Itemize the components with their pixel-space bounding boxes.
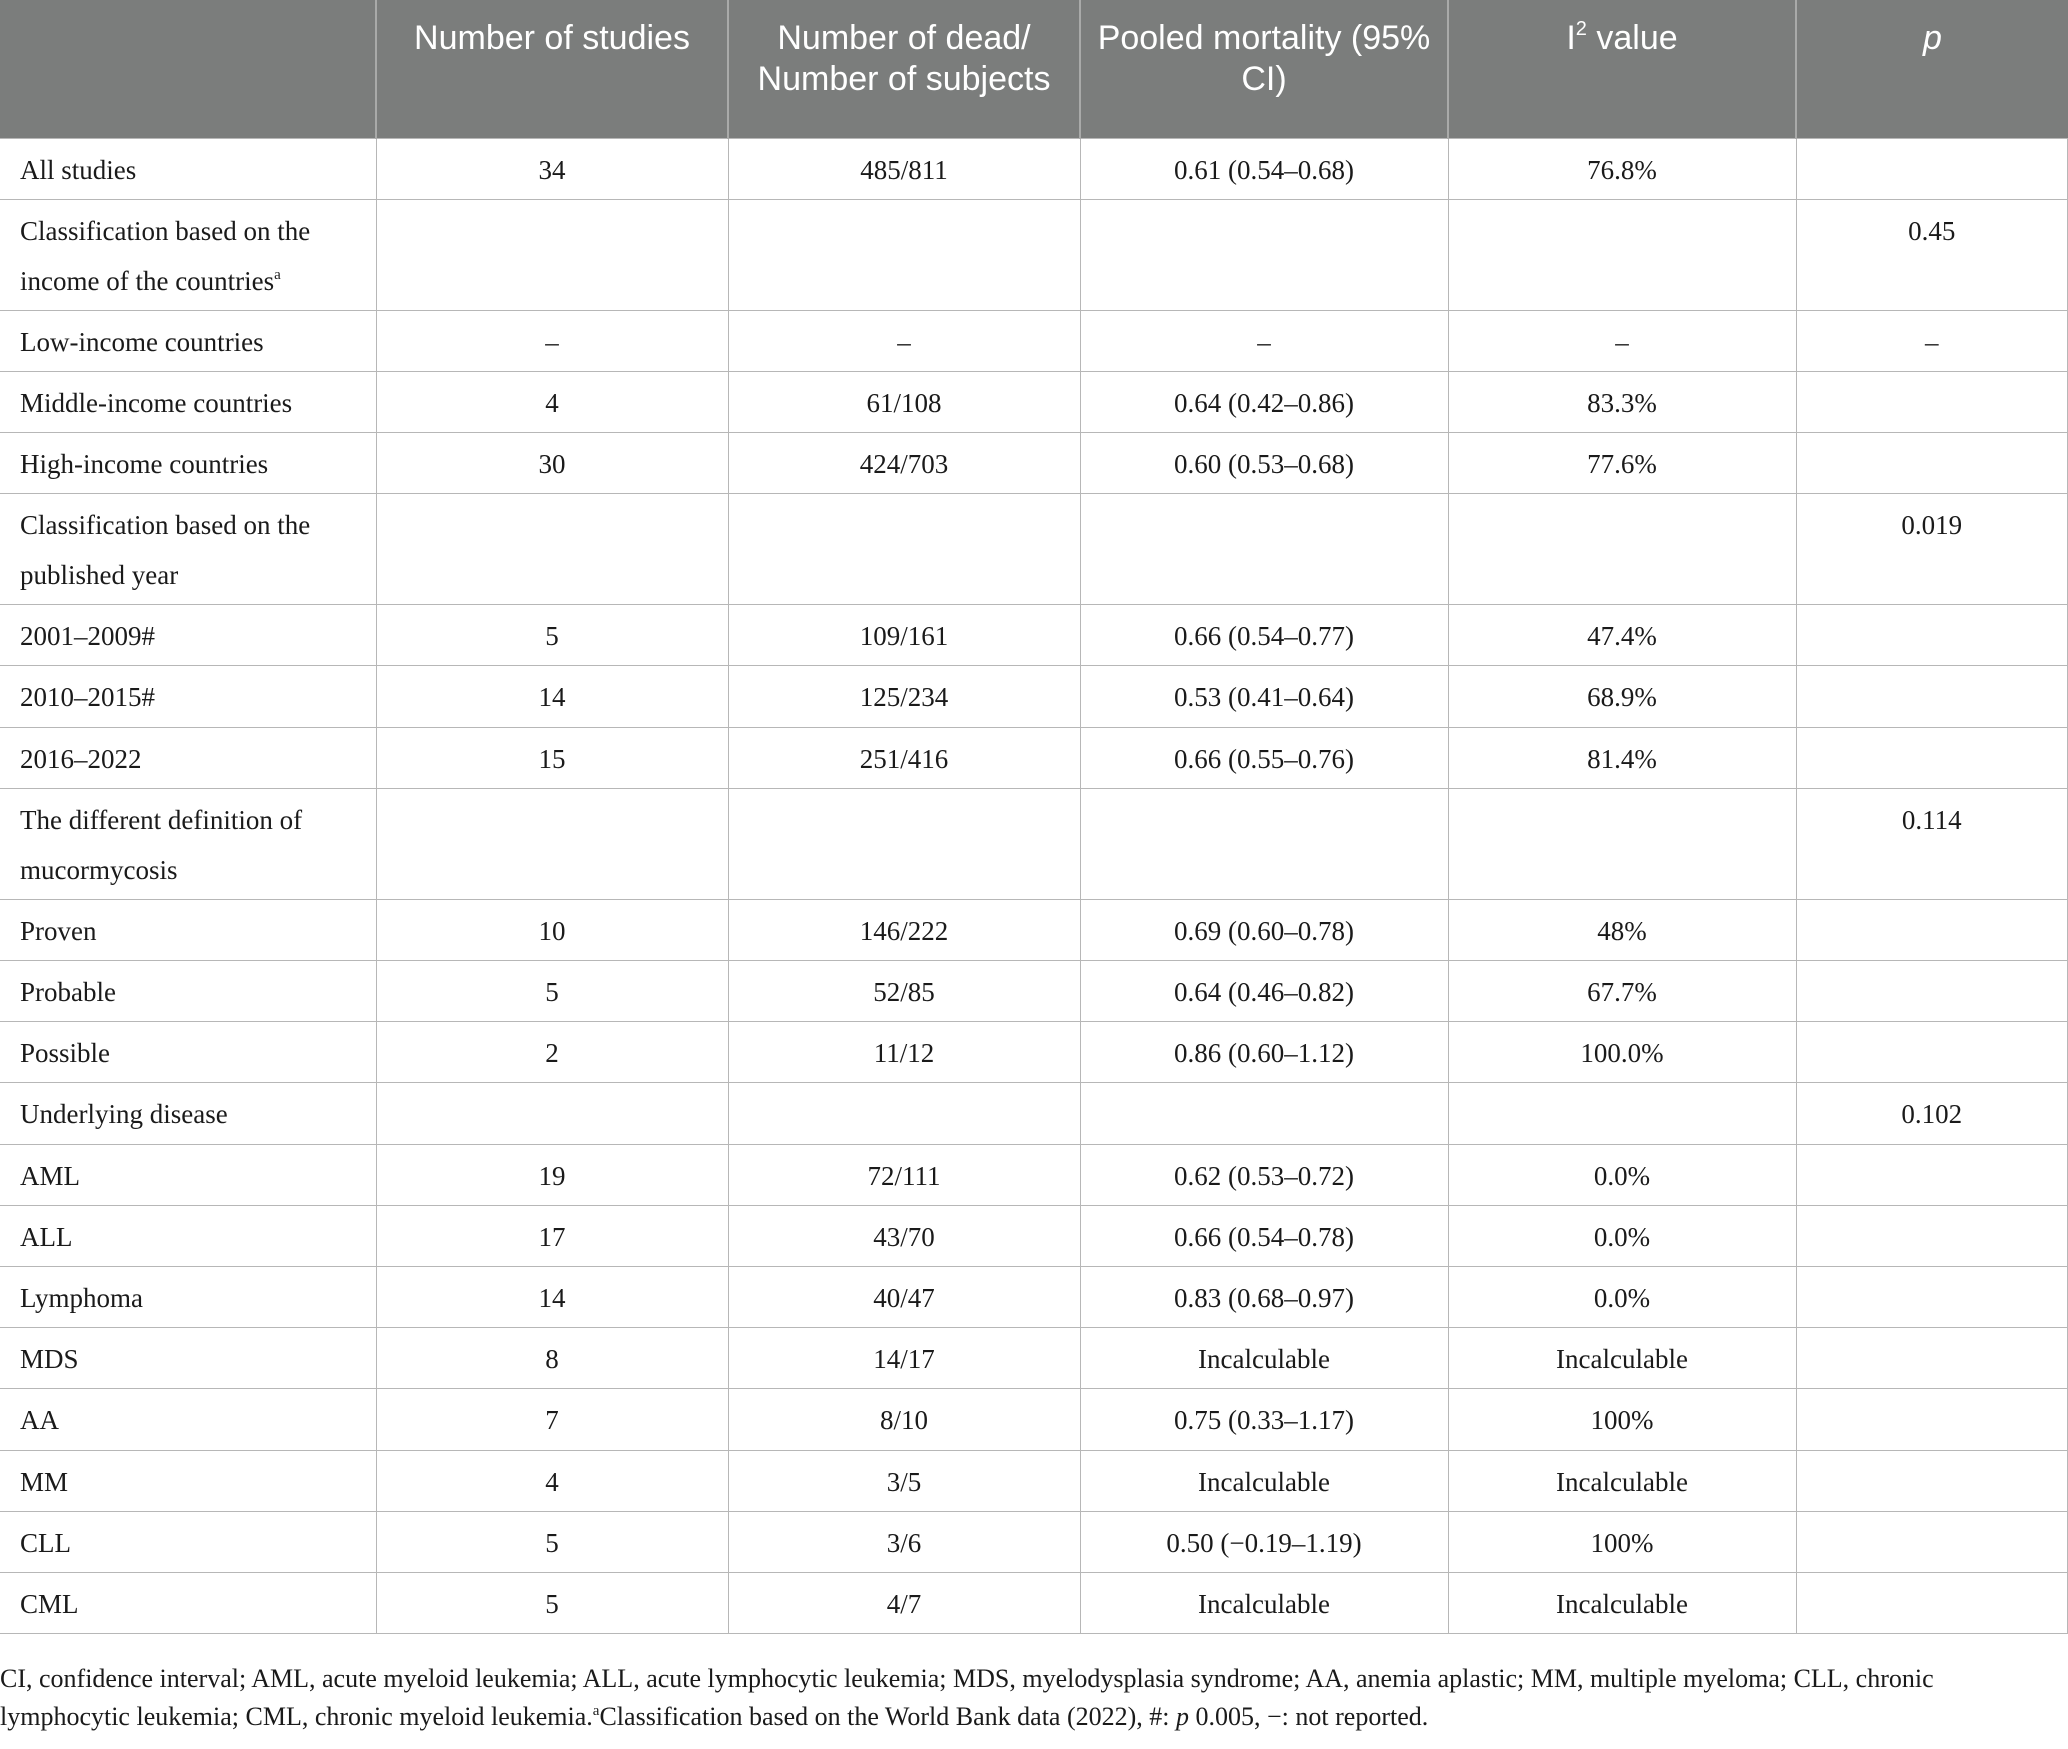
table-footnote xyxy=(0,1660,2060,1736)
row-label-text: Possible xyxy=(20,1038,111,1069)
cell-dead-subjects xyxy=(728,310,1080,371)
cell-pooled-mortality xyxy=(1080,605,1448,666)
table-row xyxy=(0,371,2068,432)
cell-dead-subjects xyxy=(728,1266,1080,1327)
header-dead-subjects: Number of dead/ Number of subjects xyxy=(728,0,1080,138)
p-value-text: – xyxy=(1925,326,1939,357)
i2-value-text: 100% xyxy=(1590,1405,1654,1436)
cell-i2-value xyxy=(1448,961,1796,1022)
cell-p-value xyxy=(1796,138,2068,199)
pooled-mortality-text: 0.60 (0.53–0.68) xyxy=(1174,449,1354,480)
cell-dead-subjects xyxy=(728,371,1080,432)
dead-subjects-text: 61/108 xyxy=(866,387,942,418)
i2-value-text: 76.8% xyxy=(1587,154,1657,185)
i2-value-text: 0.0% xyxy=(1593,1282,1651,1313)
cell-pooled-mortality xyxy=(1080,1511,1448,1572)
row-label-text: MM xyxy=(20,1466,69,1497)
cell-p-value xyxy=(1796,1083,2068,1144)
i2-value-text: 81.4% xyxy=(1587,743,1657,774)
number-of-studies-text: 8 xyxy=(545,1344,559,1375)
pooled-mortality-text: 0.75 (0.33–1.17) xyxy=(1174,1405,1354,1436)
pooled-mortality-text: 0.53 (0.41–0.64) xyxy=(1174,682,1354,713)
cell-dead-subjects xyxy=(728,433,1080,494)
cell-p-value xyxy=(1796,199,2068,310)
row-label-text: All studies xyxy=(20,154,137,185)
header-p xyxy=(1796,0,2068,138)
i2-value-text: 77.6% xyxy=(1587,449,1657,480)
row-label-text: CLL xyxy=(20,1527,71,1558)
pooled-mortality-text: 0.64 (0.46–0.82) xyxy=(1174,977,1354,1007)
number-of-studies-text: 14 xyxy=(538,1282,566,1313)
cell-dead-subjects xyxy=(728,788,1080,899)
pooled-mortality-text: 0.66 (0.54–0.78) xyxy=(1174,1221,1354,1252)
table-body xyxy=(0,138,2068,1634)
cell-number-of-studies xyxy=(376,1511,728,1572)
dead-subjects-text: 40/47 xyxy=(873,1282,935,1313)
table-row xyxy=(0,666,2068,727)
cell-row-label xyxy=(0,138,376,199)
cell-number-of-studies xyxy=(376,1022,728,1083)
cell-pooled-mortality xyxy=(1080,727,1448,788)
pooled-mortality-text: – xyxy=(1257,326,1271,357)
cell-i2-value xyxy=(1448,138,1796,199)
pooled-mortality-text: 0.62 (0.53–0.72) xyxy=(1174,1160,1354,1191)
cell-row-label xyxy=(0,199,376,310)
number-of-studies-text: 4 xyxy=(545,1466,559,1497)
table-row xyxy=(0,961,2068,1022)
p-value-text: 0.019 xyxy=(1901,510,1963,541)
cell-p-value xyxy=(1796,1389,2068,1450)
cell-dead-subjects xyxy=(728,138,1080,199)
i2-value-text: 83.3% xyxy=(1587,387,1657,418)
footnote-end: 0.005, −: not reported. xyxy=(1189,1702,1429,1731)
pooled-mortality-text: 0.66 (0.55–0.76) xyxy=(1174,743,1354,774)
dead-subjects-text: 3/6 xyxy=(886,1527,922,1558)
row-label-text: 2001–2009# xyxy=(20,621,155,652)
cell-p-value xyxy=(1796,1511,2068,1572)
row-label-text: Lymphoma xyxy=(20,1282,143,1313)
row-label-text: The different definition of mucormycosis xyxy=(20,804,303,885)
cell-p-value xyxy=(1796,371,2068,432)
cell-number-of-studies xyxy=(376,727,728,788)
table-row xyxy=(0,605,2068,666)
cell-row-label xyxy=(0,899,376,960)
cell-p-value xyxy=(1796,433,2068,494)
pooled-mortality-text: 0.50 (−0.19–1.19) xyxy=(1166,1527,1362,1558)
cell-dead-subjects xyxy=(728,1450,1080,1511)
cell-dead-subjects xyxy=(728,1083,1080,1144)
cell-p-value xyxy=(1796,666,2068,727)
header-i2-value xyxy=(1448,0,1796,138)
row-label-text: MDS xyxy=(20,1344,79,1375)
table-row xyxy=(0,727,2068,788)
cell-i2-value xyxy=(1448,666,1796,727)
cell-i2-value xyxy=(1448,494,1796,605)
pooled-mortality-text: 0.69 (0.60–0.78) xyxy=(1174,915,1354,946)
table-row xyxy=(0,1328,2068,1389)
cell-i2-value xyxy=(1448,1083,1796,1144)
cell-pooled-mortality xyxy=(1080,494,1448,605)
cell-number-of-studies xyxy=(376,1572,728,1633)
dead-subjects-text: 52/85 xyxy=(873,977,935,1007)
row-label-text: Underlying disease xyxy=(20,1099,228,1130)
cell-i2-value xyxy=(1448,605,1796,666)
cell-p-value xyxy=(1796,1328,2068,1389)
number-of-studies-text: – xyxy=(545,326,559,357)
cell-p-value xyxy=(1796,310,2068,371)
cell-i2-value xyxy=(1448,1450,1796,1511)
cell-pooled-mortality xyxy=(1080,1450,1448,1511)
header-pooled-mortality: Pooled mortality (95% CI) xyxy=(1080,0,1448,138)
cell-row-label xyxy=(0,605,376,666)
table-row xyxy=(0,1205,2068,1266)
cell-p-value xyxy=(1796,1205,2068,1266)
cell-pooled-mortality xyxy=(1080,433,1448,494)
number-of-studies-text: 34 xyxy=(538,154,566,185)
cell-number-of-studies xyxy=(376,1144,728,1205)
number-of-studies-text: 17 xyxy=(538,1221,566,1252)
number-of-studies-text: 2 xyxy=(545,1038,559,1069)
cell-number-of-studies xyxy=(376,788,728,899)
i2-value-text: 0.0% xyxy=(1593,1160,1651,1191)
cell-number-of-studies xyxy=(376,494,728,605)
cell-number-of-studies xyxy=(376,1450,728,1511)
cell-pooled-mortality xyxy=(1080,310,1448,371)
cell-row-label xyxy=(0,310,376,371)
cell-pooled-mortality xyxy=(1080,899,1448,960)
cell-i2-value xyxy=(1448,1022,1796,1083)
cell-p-value xyxy=(1796,899,2068,960)
cell-row-label xyxy=(0,727,376,788)
cell-row-label xyxy=(0,494,376,605)
row-label-text: High-income countries xyxy=(20,449,269,480)
pooled-mortality-text: 0.86 (0.60–1.12) xyxy=(1174,1038,1354,1069)
cell-pooled-mortality xyxy=(1080,1328,1448,1389)
table-row xyxy=(0,899,2068,960)
cell-p-value xyxy=(1796,1266,2068,1327)
i2-value-text: 100% xyxy=(1590,1527,1654,1558)
cell-number-of-studies xyxy=(376,1205,728,1266)
cell-i2-value xyxy=(1448,199,1796,310)
row-label-text: Classification based on the published year xyxy=(20,510,311,591)
cell-i2-value xyxy=(1448,727,1796,788)
cell-dead-subjects xyxy=(728,1205,1080,1266)
cell-row-label xyxy=(0,1511,376,1572)
cell-number-of-studies xyxy=(376,138,728,199)
dead-subjects-text: – xyxy=(897,326,911,357)
cell-dead-subjects xyxy=(728,1511,1080,1572)
table-row xyxy=(0,788,2068,899)
i2-value-text: Incalculable xyxy=(1556,1344,1688,1375)
cell-pooled-mortality xyxy=(1080,1144,1448,1205)
row-label-text: Low-income countries xyxy=(20,326,264,357)
dead-subjects-text: 8/10 xyxy=(879,1405,928,1436)
table-row xyxy=(0,1144,2068,1205)
cell-pooled-mortality xyxy=(1080,199,1448,310)
dead-subjects-text: 43/70 xyxy=(873,1221,935,1252)
i2-value-text: 68.9% xyxy=(1587,682,1657,713)
table-row xyxy=(0,1572,2068,1633)
dead-subjects-text: 14/17 xyxy=(873,1344,935,1375)
cell-pooled-mortality xyxy=(1080,1083,1448,1144)
number-of-studies-text: 14 xyxy=(538,682,566,713)
dead-subjects-text: 4/7 xyxy=(886,1588,922,1619)
i2-value-text: 67.7% xyxy=(1587,977,1657,1007)
cell-pooled-mortality xyxy=(1080,1022,1448,1083)
table-row xyxy=(0,1266,2068,1327)
pooled-mortality-text: Incalculable xyxy=(1198,1344,1330,1375)
cell-p-value xyxy=(1796,1572,2068,1633)
cell-pooled-mortality xyxy=(1080,1205,1448,1266)
cell-number-of-studies xyxy=(376,310,728,371)
cell-row-label xyxy=(0,1328,376,1389)
cell-i2-value xyxy=(1448,1266,1796,1327)
table-row xyxy=(0,1389,2068,1450)
cell-row-label xyxy=(0,1144,376,1205)
header-empty xyxy=(0,0,376,138)
cell-p-value xyxy=(1796,961,2068,1022)
number-of-studies-text: 5 xyxy=(545,1588,559,1619)
cell-dead-subjects xyxy=(728,605,1080,666)
cell-number-of-studies xyxy=(376,371,728,432)
number-of-studies-text: 5 xyxy=(545,621,559,652)
table-row xyxy=(0,199,2068,310)
pooled-mortality-text: Incalculable xyxy=(1198,1466,1330,1497)
table-header-row xyxy=(0,0,2068,138)
number-of-studies-text: 30 xyxy=(538,449,566,480)
dead-subjects-text: 125/234 xyxy=(859,682,949,713)
cell-p-value xyxy=(1796,1022,2068,1083)
number-of-studies-text: 5 xyxy=(545,1527,559,1558)
number-of-studies-text: 15 xyxy=(538,743,566,774)
header-i2-prefix: I xyxy=(1566,19,1576,57)
footnote-sup: a xyxy=(592,1703,600,1719)
cell-row-label xyxy=(0,666,376,727)
i2-value-text: Incalculable xyxy=(1556,1466,1688,1497)
table-row xyxy=(0,1511,2068,1572)
cell-i2-value xyxy=(1448,899,1796,960)
cell-row-label xyxy=(0,1389,376,1450)
cell-p-value xyxy=(1796,1450,2068,1511)
cell-i2-value xyxy=(1448,1144,1796,1205)
cell-p-value xyxy=(1796,788,2068,899)
cell-pooled-mortality xyxy=(1080,1389,1448,1450)
dead-subjects-text: 109/161 xyxy=(859,621,949,652)
cell-row-label xyxy=(0,433,376,494)
pooled-mortality-text: 0.61 (0.54–0.68) xyxy=(1174,154,1354,185)
dead-subjects-text: 146/222 xyxy=(859,915,949,946)
row-label-text: ALL xyxy=(20,1221,73,1252)
cell-p-value xyxy=(1796,1144,2068,1205)
table-row xyxy=(0,1022,2068,1083)
footnote-classification: Classification based on the World Bank data (2022), #: xyxy=(599,1702,1177,1731)
cell-i2-value xyxy=(1448,1205,1796,1266)
cell-i2-value xyxy=(1448,310,1796,371)
row-label-text: Proven xyxy=(20,915,97,946)
cell-dead-subjects xyxy=(728,199,1080,310)
cell-pooled-mortality xyxy=(1080,138,1448,199)
p-value-text: 0.45 xyxy=(1908,215,1956,246)
cell-i2-value xyxy=(1448,1511,1796,1572)
cell-pooled-mortality xyxy=(1080,961,1448,1022)
cell-number-of-studies xyxy=(376,605,728,666)
table-row xyxy=(0,1083,2068,1144)
cell-i2-value xyxy=(1448,1328,1796,1389)
cell-row-label xyxy=(0,1022,376,1083)
cell-i2-value xyxy=(1448,433,1796,494)
cell-pooled-mortality xyxy=(1080,788,1448,899)
cell-dead-subjects xyxy=(728,666,1080,727)
i2-value-text: 100.0% xyxy=(1580,1038,1664,1069)
row-label-text: Middle-income countries xyxy=(20,387,293,418)
cell-dead-subjects xyxy=(728,494,1080,605)
pooled-mortality-text: 0.83 (0.68–0.97) xyxy=(1174,1282,1354,1313)
cell-p-value xyxy=(1796,727,2068,788)
footnote-p-italic: p xyxy=(1176,1702,1190,1731)
cell-row-label xyxy=(0,1083,376,1144)
table-row xyxy=(0,138,2068,199)
dead-subjects-text: 424/703 xyxy=(859,449,949,480)
cell-dead-subjects xyxy=(728,1022,1080,1083)
header-i2-suffix: value xyxy=(1586,19,1678,57)
cell-number-of-studies xyxy=(376,666,728,727)
row-label-sup: a xyxy=(274,266,281,283)
table-row xyxy=(0,310,2068,371)
i2-value-text: 48% xyxy=(1597,915,1647,946)
p-value-text: 0.102 xyxy=(1901,1099,1963,1130)
dead-subjects-text: 72/111 xyxy=(867,1160,941,1191)
i2-value-text: – xyxy=(1615,326,1629,357)
row-label-text: AML xyxy=(20,1160,80,1191)
dead-subjects-text: 485/811 xyxy=(860,154,948,185)
pooled-mortality-text: 0.66 (0.54–0.77) xyxy=(1174,621,1354,652)
cell-pooled-mortality xyxy=(1080,666,1448,727)
cell-i2-value xyxy=(1448,1389,1796,1450)
cell-number-of-studies xyxy=(376,199,728,310)
cell-i2-value xyxy=(1448,371,1796,432)
cell-number-of-studies xyxy=(376,899,728,960)
cell-i2-value xyxy=(1448,788,1796,899)
p-value-text: 0.114 xyxy=(1901,804,1962,835)
cell-dead-subjects xyxy=(728,1144,1080,1205)
number-of-studies-text: 5 xyxy=(545,977,559,1007)
table-row xyxy=(0,1450,2068,1511)
cell-pooled-mortality xyxy=(1080,1266,1448,1327)
table-row xyxy=(0,433,2068,494)
cell-number-of-studies xyxy=(376,1266,728,1327)
cell-number-of-studies xyxy=(376,1083,728,1144)
cell-number-of-studies xyxy=(376,1389,728,1450)
number-of-studies-text: 10 xyxy=(538,915,566,946)
header-p-label: p xyxy=(1923,19,1942,57)
row-label-text: AA xyxy=(20,1405,59,1436)
cell-row-label xyxy=(0,788,376,899)
row-label-text: Probable xyxy=(20,977,116,1007)
row-label-text: CML xyxy=(20,1588,79,1619)
cell-row-label xyxy=(0,1450,376,1511)
cell-number-of-studies xyxy=(376,433,728,494)
dead-subjects-text: 251/416 xyxy=(859,743,949,774)
cell-row-label xyxy=(0,1572,376,1633)
cell-i2-value xyxy=(1448,1572,1796,1633)
cell-row-label xyxy=(0,961,376,1022)
pooled-mortality-text: 0.64 (0.42–0.86) xyxy=(1174,387,1354,418)
cell-pooled-mortality xyxy=(1080,1572,1448,1633)
number-of-studies-text: 19 xyxy=(538,1160,566,1191)
i2-value-text: Incalculable xyxy=(1556,1588,1688,1619)
i2-value-text: 47.4% xyxy=(1587,621,1657,652)
cell-dead-subjects xyxy=(728,1328,1080,1389)
pooled-mortality-text: Incalculable xyxy=(1198,1588,1330,1619)
header-number-of-studies: Number of studies xyxy=(376,0,728,138)
cell-p-value xyxy=(1796,605,2068,666)
cell-dead-subjects xyxy=(728,1572,1080,1633)
dead-subjects-text: 3/5 xyxy=(886,1466,922,1497)
cell-number-of-studies xyxy=(376,1328,728,1389)
cell-dead-subjects xyxy=(728,961,1080,1022)
row-label-text: 2016–2022 xyxy=(20,743,142,774)
cell-p-value xyxy=(1796,494,2068,605)
footnote-abbreviations: CI, confidence interval; AML, acute myeloid leukemia; ALL, acute lymphocytic leukemia; MDS, myelodysplasia syndrome; AA, anemia aplastic; MM, multiple myeloma; CLL, chronic lymphocytic leukemia; CML, chronic myeloid leukemia. xyxy=(0,1664,1934,1731)
cell-row-label xyxy=(0,371,376,432)
cell-number-of-studies xyxy=(376,961,728,1022)
cell-pooled-mortality xyxy=(1080,371,1448,432)
row-label-text: 2010–2015# xyxy=(20,682,155,713)
cell-dead-subjects xyxy=(728,899,1080,960)
i2-value-text: 0.0% xyxy=(1593,1221,1651,1252)
number-of-studies-text: 4 xyxy=(545,387,559,418)
dead-subjects-text: 11/12 xyxy=(873,1038,935,1069)
header-i2-sup: 2 xyxy=(1575,18,1587,40)
row-label-text: Classification based on the income of the countries xyxy=(20,215,311,296)
cell-row-label xyxy=(0,1205,376,1266)
cell-dead-subjects xyxy=(728,1389,1080,1450)
cell-dead-subjects xyxy=(728,727,1080,788)
number-of-studies-text: 7 xyxy=(545,1405,559,1436)
table-row xyxy=(0,494,2068,605)
cell-row-label xyxy=(0,1266,376,1327)
